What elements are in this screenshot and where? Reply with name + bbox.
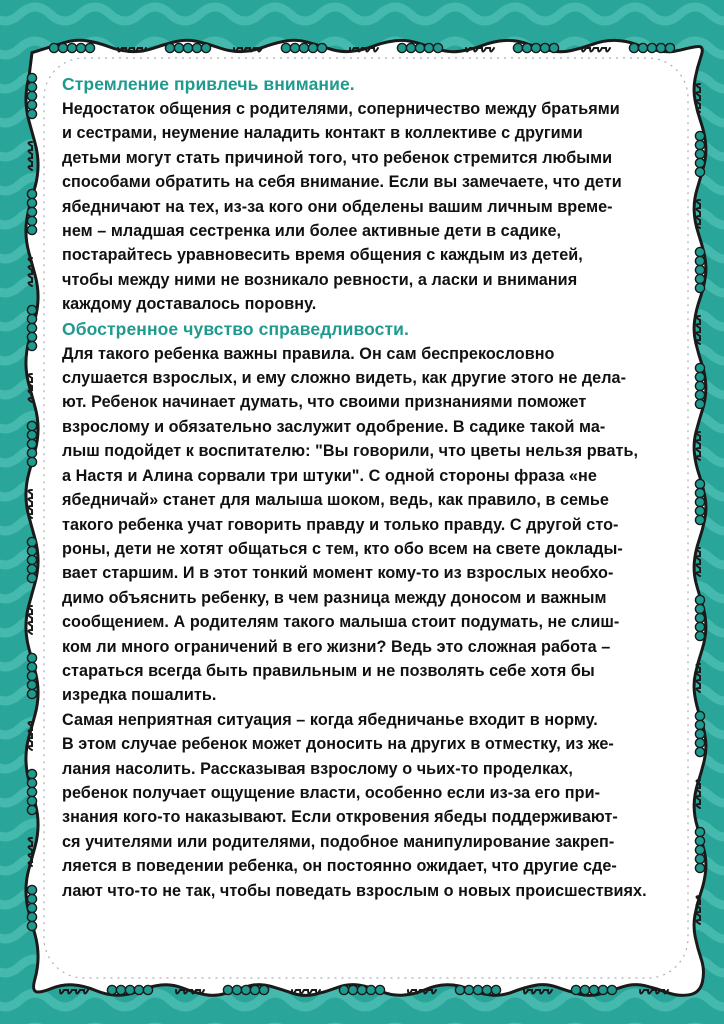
bead [406,43,415,52]
bead-cluster [27,769,36,814]
bead-cluster [281,43,326,52]
bead-cluster [695,827,704,872]
bead-cluster [695,595,704,640]
bead [27,457,36,466]
bead [695,363,704,372]
bead [299,43,308,52]
bead-cluster [571,985,616,994]
text-line: и сестрами, неумение наладить контакт в коллективе с другими [62,124,583,143]
bead-cluster [27,305,36,350]
bead [134,985,143,994]
bead [281,43,290,52]
text-line: постарайтесь уравновесить время общения с каждым из детей, [62,246,583,265]
text-line: нем – младшая сестренка или более активные дети в садике, [62,222,562,241]
article [62,72,694,903]
text-line: Недостаток общения с родителями, соперничество между братьями [62,100,620,118]
bead [513,43,522,52]
bead [27,564,36,573]
text-line: ляется в поведении ребенка, он постоянно ожидает, что другие сде- [62,857,617,876]
bead [424,43,433,52]
bead [67,43,76,52]
text-line: вает старшим. И в этот тонкий момент кому-то из взрослых необхо- [62,564,614,583]
bead [27,305,36,314]
bead [695,256,704,265]
bead [598,985,607,994]
bead [27,216,36,225]
squiggle [697,316,701,344]
bead-cluster [165,43,210,52]
text-line: димо объяснить ребенку, в чем разница между доносом и важным [62,588,607,607]
bead [695,622,704,631]
bead [165,43,174,52]
bead [695,631,704,640]
bead [27,198,36,207]
bead-cluster [27,653,36,698]
text-line: слушается взрослых, и ему сложно видеть, как другие этого не дела- [62,369,627,388]
text-line: каждому доставалось поровну. [62,295,317,314]
text-line: ют. Ребенок начинает думать, что своими признаниями поможет [62,393,587,412]
bead [695,613,704,622]
section-2-heading: Обостренное чувство справедливости. [62,318,410,339]
bead [27,430,36,439]
bead [143,985,152,994]
bead [27,546,36,555]
bead [223,985,232,994]
bead-cluster [49,43,94,52]
section-1-paragraph-1 [62,97,694,317]
bead [27,912,36,921]
bead [695,381,704,390]
text-line: лыш подойдет к воспитателю: "Вы говорили, что цветы нельзя рвать, [62,442,639,461]
bead [695,729,704,738]
bead-cluster [629,43,674,52]
bead [27,73,36,82]
bead [415,43,424,52]
bead [27,653,36,662]
bead [607,985,616,994]
bead [116,985,125,994]
bead [27,82,36,91]
bead [695,390,704,399]
bead-cluster [695,131,704,176]
squiggle [60,990,88,994]
squiggle [640,990,668,994]
bead [27,314,36,323]
bead [464,985,473,994]
bead [695,515,704,524]
bead [27,903,36,912]
bead [27,109,36,118]
bead [27,555,36,564]
bead [522,43,531,52]
bead [27,421,36,430]
text-line: ком ли много ограничений в его жизни? Ведь это сложная работа – [62,637,611,656]
squiggle [697,84,701,112]
text-line: знания кого-то наказывают. Если откровения ябеды поддерживают- [62,808,618,827]
bead [647,43,656,52]
bead [695,738,704,747]
bead [357,985,366,994]
bead [27,680,36,689]
bead [201,43,210,52]
bead [27,207,36,216]
bead [27,787,36,796]
text-line: лают что-то не так, чтобы поведать взрослым о новых происшествиях. [62,881,647,900]
bead [27,91,36,100]
bead [589,985,598,994]
squiggle [29,142,33,170]
bead [27,448,36,457]
bead [49,43,58,52]
text-line: взрослому и обязательно заслужит одобрение. В садике такой ма- [62,417,606,436]
bead [27,885,36,894]
bead [571,985,580,994]
bead [85,43,94,52]
text-line: изредка пошалить. [62,686,217,705]
bead [174,43,183,52]
text-line: детьми могут стать причиной того, что ребенок стремится любыми [62,148,613,167]
squiggle [697,200,701,228]
bead-cluster [27,189,36,234]
bead [482,985,491,994]
bead [695,506,704,515]
bead [27,189,36,198]
bead [27,805,36,814]
bead [695,488,704,497]
bead-cluster [27,537,36,582]
section-2-paragraph-2 [62,708,694,903]
bead [656,43,665,52]
bead [27,323,36,332]
bead [308,43,317,52]
bead [27,894,36,903]
text-line: Самая неприятная ситуация – когда ябедничанье входит в норму. [62,710,598,729]
text-line: сообщением. А родителям такого малыша стоит подумать, не слиш- [62,613,620,632]
bead [695,497,704,506]
bead [695,854,704,863]
bead [76,43,85,52]
bead [473,985,482,994]
bead-cluster [223,985,268,994]
bead [540,43,549,52]
bead [695,747,704,756]
bead [250,985,259,994]
bead [695,274,704,283]
bead-cluster [695,363,704,408]
bead [695,863,704,872]
bead [695,827,704,836]
text-line: Для такого ребенка важны правила. Он сам беспрекословно [62,344,555,363]
bead [192,43,201,52]
bead-cluster [513,43,558,52]
bead [397,43,406,52]
bead [232,985,241,994]
bead-cluster [339,985,384,994]
bead-cluster [27,885,36,930]
text-line: роны, дети не хотят общаться с тем, кто обо всем на свете доклады- [62,539,623,558]
squiggle [524,990,552,994]
bead [531,43,540,52]
bead [695,836,704,845]
bead [695,372,704,381]
bead [27,439,36,448]
bead [695,149,704,158]
bead-cluster [695,479,704,524]
bead [27,100,36,109]
bead [27,573,36,582]
bead [695,283,704,292]
bead [366,985,375,994]
squiggle [697,432,701,460]
bead [27,921,36,930]
bead [695,711,704,720]
bead [695,399,704,408]
bead [665,43,674,52]
bead [695,247,704,256]
bead [317,43,326,52]
bead [241,985,250,994]
bead [629,43,638,52]
bead [375,985,384,994]
bead [549,43,558,52]
bead [27,796,36,805]
bead [58,43,67,52]
squiggle [29,838,33,866]
bead [107,985,116,994]
bead-cluster [695,711,704,756]
bead-cluster [27,73,36,118]
text-line: стараться всегда быть правильным и не позволять себе хотя бы [62,661,595,680]
bead [695,167,704,176]
bead [27,225,36,234]
bead [580,985,589,994]
text-line: В этом случае ребенок может доносить на других в отместку, из же- [62,735,614,754]
bead [695,720,704,729]
bead [348,985,357,994]
text-line: лания насолить. Рассказывая взрослому о чьих-то проделках, [62,759,573,778]
bead-cluster [27,421,36,466]
bead [695,604,704,613]
bead [491,985,500,994]
bead [27,332,36,341]
bead-cluster [695,247,704,292]
bead [27,537,36,546]
bead [125,985,134,994]
bead-cluster [397,43,442,52]
bead [183,43,192,52]
text-line: ся учителями или родителями, подобное манипулирование закреп- [62,832,615,851]
bead [695,595,704,604]
bead [27,662,36,671]
text-line: а Настя и Алина сорвали три штуки". С одной стороны фраза «не [62,466,597,485]
bead [638,43,647,52]
bead [339,985,348,994]
bead [27,769,36,778]
text-line: такого ребенка учат говорить правду и только правду. С другой сто- [62,515,619,534]
bead [27,778,36,787]
bead-cluster [455,985,500,994]
bead [27,671,36,680]
bead [695,479,704,488]
text-line: ябедничай» станет для малыша шоком, ведь, как правило, в семье [62,491,609,510]
bead [27,689,36,698]
text-line: чтобы между ними не возникало ревности, а ласки и внимания [62,270,578,289]
bead [455,985,464,994]
bead [433,43,442,52]
text-line: ябедничают на тех, из-за кого они обделены вашим личным време- [62,197,613,216]
text-line: способами обратить на себя внимание. Если вы замечаете, что дети [62,173,622,192]
section-2-paragraph-1 [62,342,694,708]
bead [695,265,704,274]
bead [695,845,704,854]
section-1-heading: Стремление привлечь внимание. [62,74,355,94]
bead-cluster [107,985,152,994]
bead [695,131,704,140]
bead [695,140,704,149]
text-line: ребенок получает ощущение власти, особенно если из-за его при- [62,783,601,802]
bead [290,43,299,52]
bead [27,341,36,350]
bead [259,985,268,994]
bead [695,158,704,167]
